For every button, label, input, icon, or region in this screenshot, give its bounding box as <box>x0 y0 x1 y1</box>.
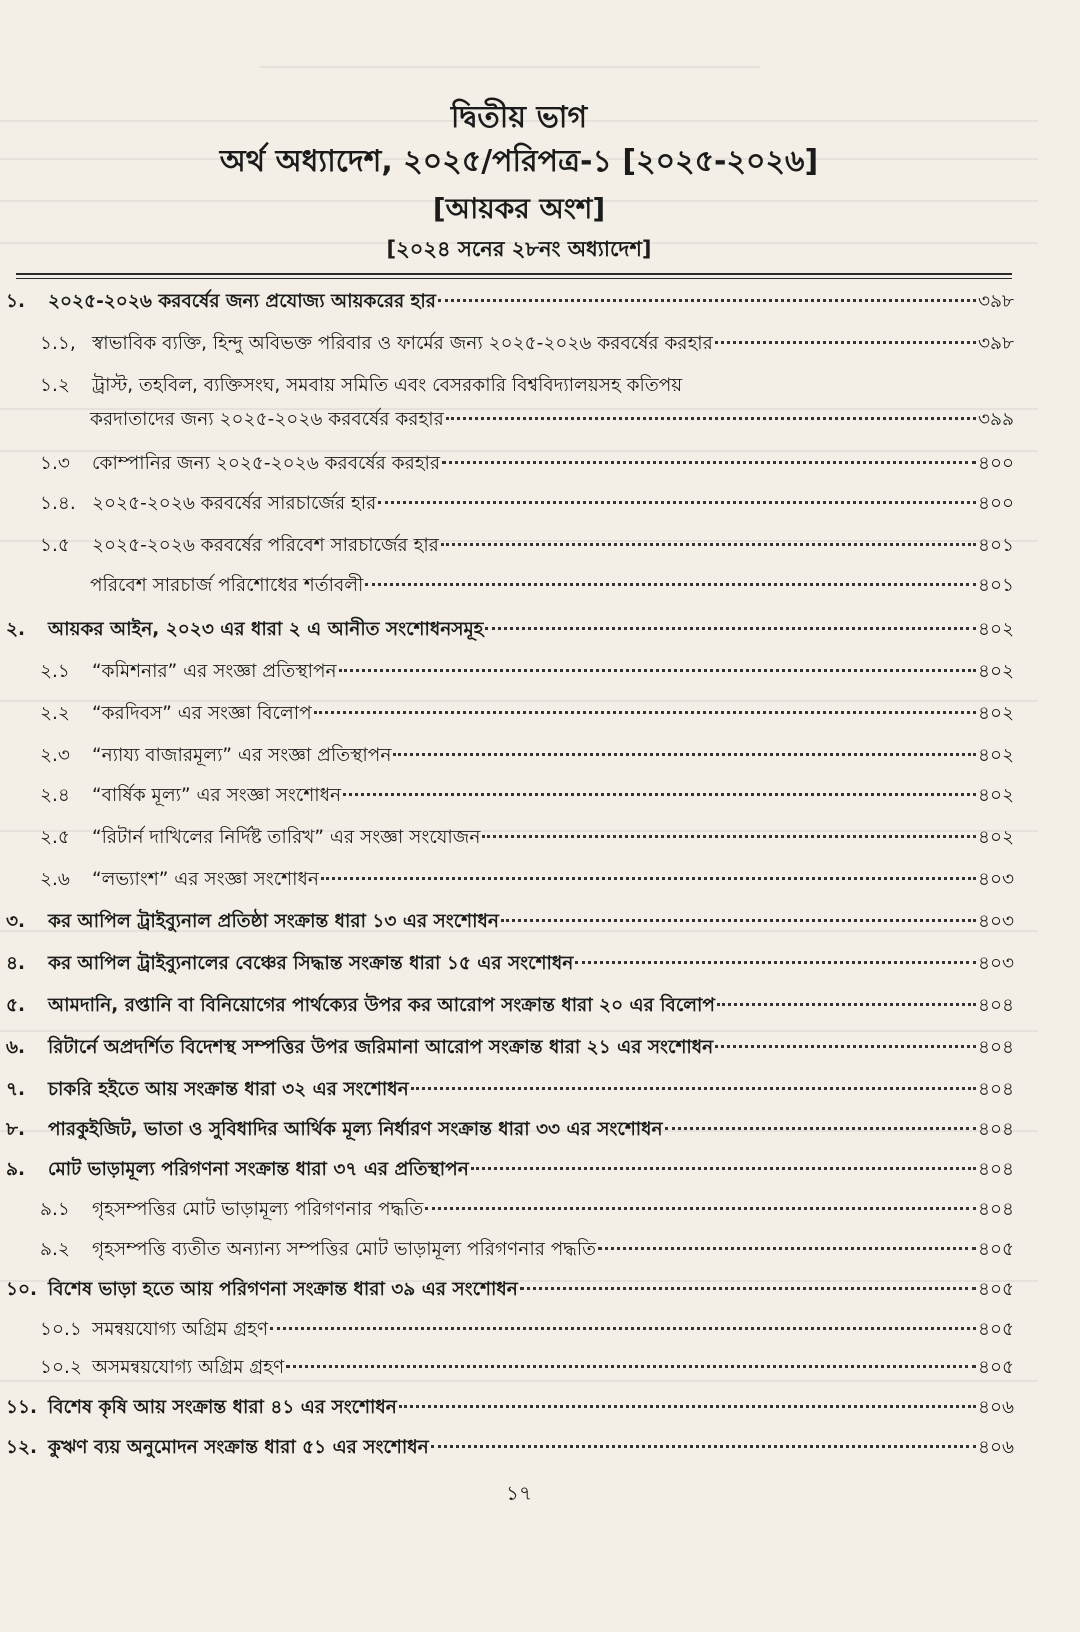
toc-entry <box>40 783 1014 809</box>
toc-page: ৪০৪ <box>977 1199 1014 1220</box>
toc-entry <box>90 573 1014 599</box>
toc-text: কুঋণ ব্যয় অনুমোদন সংক্রান্ত ধারা ৫১ এর সংশোধন <box>48 1437 429 1458</box>
toc-text: “রিটার্ন দাখিলের নির্দিষ্ট তারিখ” এর সংজ্ঞা সংযোজন <box>92 827 481 848</box>
toc-text: বিশেষ ভাড়া হতে আয় পরিগণনা সংক্রান্ত ধারা ৩৯ এর সংশোধন <box>48 1279 518 1300</box>
toc-page: ৩৯৮ <box>977 291 1014 312</box>
dot-leader <box>598 1247 976 1250</box>
toc-entry <box>6 1035 1014 1061</box>
toc-number: ১.৩ <box>40 453 70 474</box>
toc-text: “লভ্যাংশ” এর সংজ্ঞা সংশোধন <box>92 869 319 890</box>
dot-leader <box>431 1445 976 1448</box>
toc-page: ৪০৬ <box>977 1397 1014 1418</box>
toc-text: সমন্বয়যোগ্য অগ্রিম গ্রহণ <box>92 1319 269 1340</box>
toc-entry <box>6 909 1014 935</box>
toc-entry <box>6 951 1014 977</box>
toc-text: ট্রাস্ট, তহবিল, ব্যক্তিসংঘ, সমবায় সমিতি এবং বেসরকারি বিশ্ববিদ্যালয়সহ কতিপয় <box>92 375 683 396</box>
toc-text: গৃহসম্পত্তি ব্যতীত অন্যান্য সম্পত্তির মোট ভাড়ামূল্য পরিগণনার পদ্ধতি <box>92 1239 597 1260</box>
toc-number: ৩. <box>6 911 26 932</box>
toc-number: ১.১, <box>40 333 76 354</box>
toc-text: চাকরি হইতে আয় সংক্রান্ত ধারা ৩২ এর সংশোধন <box>48 1079 409 1100</box>
toc-text: আয়কর আইন, ২০২৩ এর ধারা ২ এ আনীত সংশোধনসমূহ <box>48 619 484 640</box>
toc-page: ৪০০ <box>977 493 1014 514</box>
toc-page: ৪০২ <box>977 703 1014 724</box>
toc-page: ৩৯৯ <box>977 409 1014 430</box>
toc-number: ১.৫ <box>40 535 70 556</box>
dot-leader <box>270 1327 976 1330</box>
dot-leader <box>715 1045 976 1048</box>
toc-number: ৪. <box>6 953 26 974</box>
toc-text: মোট ভাড়ামূল্য পরিগণনা সংক্রান্ত ধারা ৩৭ এর প্রতিস্থাপন <box>48 1159 469 1180</box>
toc-page: ৪০২ <box>977 661 1014 682</box>
toc-page: ৪০৫ <box>977 1357 1014 1378</box>
dot-leader <box>441 543 976 546</box>
dot-leader <box>520 1287 976 1290</box>
dot-leader <box>314 711 976 714</box>
dot-leader <box>438 299 976 302</box>
toc-page: ৩৯৮ <box>977 333 1014 354</box>
toc-entry <box>6 1157 1014 1183</box>
toc-entry <box>40 1317 1014 1343</box>
toc-number: ১২. <box>6 1437 38 1458</box>
dot-leader <box>485 627 975 630</box>
toc-entry <box>6 993 1014 1019</box>
dot-leader <box>286 1365 976 1368</box>
toc-entry <box>6 1395 1014 1421</box>
toc-text: করদাতাদের জন্য ২০২৫-২০২৬ করবর্ষের করহার <box>90 409 444 430</box>
toc-entry <box>6 617 1014 643</box>
toc-text: কর আপিল ট্রাইব্যুনাল প্রতিষ্ঠা সংক্রান্ত ধারা ১৩ এর সংশোধন <box>48 911 499 932</box>
toc-text: ২০২৫-২০২৬ করবর্ষের পরিবেশ সারচার্জের হার <box>92 535 439 556</box>
toc-number: ১০.২ <box>40 1357 82 1378</box>
toc-page: ৪০৪ <box>977 1079 1014 1100</box>
dot-leader <box>665 1127 976 1130</box>
toc-page: ৪০৩ <box>977 869 1014 890</box>
toc-page: ৪০৫ <box>977 1279 1014 1300</box>
dot-leader <box>365 583 976 586</box>
toc-page: ৪০২ <box>977 619 1014 640</box>
toc-text: কর আপিল ট্রাইব্যুনালের বেঞ্চের সিদ্ধান্ত সংক্রান্ত ধারা ১৫ এর সংশোধন <box>48 953 574 974</box>
dot-leader <box>399 1405 976 1408</box>
dot-leader <box>446 417 976 420</box>
toc-entry <box>40 701 1014 727</box>
toc-text: ২০২৫-২০২৬ করবর্ষের জন্য প্রযোজ্য আয়করের হার <box>48 291 436 312</box>
dot-leader <box>425 1207 976 1210</box>
document-header <box>0 98 1038 264</box>
toc-page: ৪০১ <box>977 575 1014 596</box>
dot-leader <box>442 461 976 464</box>
toc-number: ২. <box>6 619 26 640</box>
toc-number: ২.৩ <box>40 745 70 766</box>
document-subtitle: [২০২৪ সনের ২৮নং অধ্যাদেশ] <box>386 237 652 261</box>
toc-number: ৯. <box>6 1159 26 1180</box>
toc-entry <box>6 289 1014 315</box>
toc-number: ১১. <box>6 1397 38 1418</box>
toc-number: ২.৬ <box>40 869 70 890</box>
toc-number: ৯.১ <box>40 1199 70 1220</box>
toc-number: ২.২ <box>40 703 70 724</box>
toc-entry <box>40 867 1014 893</box>
toc-number: ১.২ <box>40 375 70 396</box>
toc-text: ২০২৫-২০২৬ করবর্ষের সারচার্জের হার <box>92 493 377 514</box>
toc-text: পরিবেশ সারচার্জ পরিশোধের শর্তাবলী <box>90 575 364 596</box>
section-title: [আয়কর অংশ] <box>432 192 606 225</box>
toc-entry <box>40 1197 1014 1223</box>
toc-entry <box>40 659 1014 685</box>
toc-entry <box>6 1117 1014 1143</box>
toc-page: ৪০০ <box>977 453 1014 474</box>
toc-text: আমদানি, রপ্তানি বা বিনিয়োগের পার্থক্যের উপর কর আরোপ সংক্রান্ত ধারা ২০ এর বিলোপ <box>48 995 715 1016</box>
dot-leader <box>393 753 976 756</box>
toc-entry <box>40 451 1014 477</box>
dot-leader <box>482 835 976 838</box>
toc-entry <box>40 743 1014 769</box>
toc-entry <box>40 491 1014 517</box>
toc-entry <box>90 407 1014 433</box>
toc-text: কোম্পানির জন্য ২০২৫-২০২৬ করবর্ষের করহার <box>92 453 441 474</box>
document-title: অর্থ অধ্যাদেশ, ২০২৫/পরিপত্র-১ [২০২৫-২০২৬] <box>219 144 819 179</box>
toc-entry <box>40 825 1014 851</box>
toc-page: ৪০৩ <box>977 953 1014 974</box>
dot-leader <box>378 501 976 504</box>
dot-leader <box>471 1167 976 1170</box>
toc-page: ৪০১ <box>977 535 1014 556</box>
toc-number: ৫. <box>6 995 26 1016</box>
toc-page: ৪০৪ <box>977 1119 1014 1140</box>
toc-entry <box>40 533 1014 559</box>
toc-page: ৪০৪ <box>977 1037 1014 1058</box>
toc-text: স্বাভাবিক ব্যক্তি, হিন্দু অবিভক্ত পরিবার ও ফার্মের জন্য ২০২৫-২০২৬ করবর্ষের করহার <box>92 333 713 354</box>
toc-page: ৪০৪ <box>977 995 1014 1016</box>
toc-number: ১.৪. <box>40 493 76 514</box>
toc-number: ১০. <box>6 1279 38 1300</box>
toc-number: ৮. <box>6 1119 26 1140</box>
part-title: দ্বিতীয় ভাগ <box>450 100 588 135</box>
toc-page: ৪০৩ <box>977 911 1014 932</box>
toc-number: ২.৫ <box>40 827 70 848</box>
toc-text: “ন্যায্য বাজারমূল্য” এর সংজ্ঞা প্রতিস্থাপন <box>92 745 392 766</box>
toc-number: ২.৪ <box>40 785 70 806</box>
dot-leader <box>321 877 976 880</box>
toc-entry <box>40 1355 1014 1381</box>
dot-leader <box>339 669 976 672</box>
toc-text: রিটার্নে অপ্রদর্শিত বিদেশস্থ সম্পত্তির উপর জরিমানা আরোপ সংক্রান্ত ধারা ২১ এর সংশোধন <box>48 1037 714 1058</box>
toc-number: ৬. <box>6 1037 26 1058</box>
dot-leader <box>715 341 976 344</box>
toc-text: অসমন্বয়যোগ্য অগ্রিম গ্রহণ <box>92 1357 285 1378</box>
toc-text: “করদিবস” এর সংজ্ঞা বিলোপ <box>92 703 312 724</box>
dot-leader <box>575 961 976 964</box>
header-rule-thin <box>16 278 1012 279</box>
toc-entry <box>6 1277 1014 1303</box>
header-rule <box>16 273 1012 275</box>
toc-page: ৪০২ <box>977 745 1014 766</box>
dot-leader <box>501 919 976 922</box>
toc-page: ৪০২ <box>977 785 1014 806</box>
toc-number: ২.১ <box>40 661 70 682</box>
toc-page: ৪০২ <box>977 827 1014 848</box>
toc-entry <box>40 331 1014 357</box>
toc-text: “বার্ষিক মূল্য” এর সংজ্ঞা সংশোধন <box>92 785 342 806</box>
toc-number: ১. <box>6 291 26 312</box>
toc-entry <box>6 1077 1014 1103</box>
toc-number: ৭. <box>6 1079 26 1100</box>
toc-entry <box>6 1435 1014 1461</box>
toc-page: ৪০৫ <box>977 1319 1014 1340</box>
toc-page: ৪০৫ <box>977 1239 1014 1260</box>
toc-page: ৪০৪ <box>977 1159 1014 1180</box>
toc-entry <box>40 1237 1014 1263</box>
toc-text: গৃহসম্পত্তির মোট ভাড়ামূল্য পরিগণনার পদ্ধতি <box>92 1199 424 1220</box>
dot-leader <box>411 1087 976 1090</box>
dot-leader <box>343 793 976 796</box>
page-number: ১৭ <box>506 1481 532 1505</box>
dot-leader <box>717 1003 976 1006</box>
toc-text: পারকুইজিট, ভাতা ও সুবিধাদির আর্থিক মূল্য নির্ধারণ সংক্রান্ত ধারা ৩৩ এর সংশোধন <box>48 1119 663 1140</box>
toc-page: ৪০৬ <box>977 1437 1014 1458</box>
toc-entry <box>40 373 1014 399</box>
toc-number: ১০.১ <box>40 1319 82 1340</box>
toc-number: ৯.২ <box>40 1239 70 1260</box>
toc-text: বিশেষ কৃষি আয় সংক্রান্ত ধারা ৪১ এর সংশোধন <box>48 1397 397 1418</box>
toc-text: “কমিশনার” এর সংজ্ঞা প্রতিস্থাপন <box>92 661 337 682</box>
